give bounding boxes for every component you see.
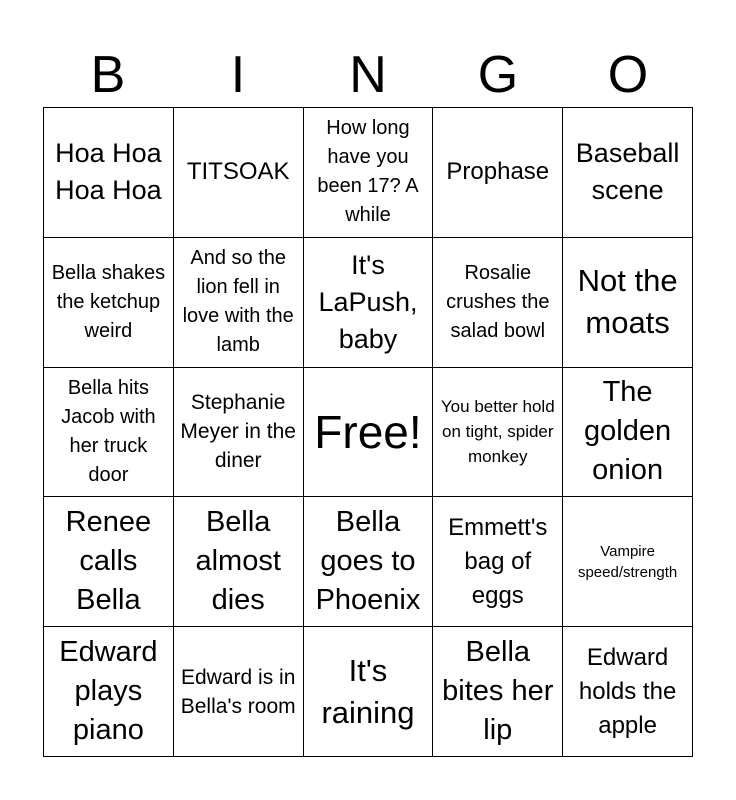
bingo-cell-r5c5[interactable] bbox=[563, 627, 693, 757]
bingo-cell-r3c4[interactable] bbox=[433, 368, 563, 498]
header-letter-b: B bbox=[90, 46, 126, 104]
cell-text: Bella hits Jacob with her truck door bbox=[61, 376, 156, 486]
bingo-cell-r5c4[interactable] bbox=[433, 627, 563, 757]
bingo-cell-r4c1[interactable] bbox=[44, 497, 174, 627]
cell-text: Not the moats bbox=[577, 263, 678, 341]
bingo-cell-r2c2[interactable] bbox=[174, 238, 304, 368]
bingo-cell-r1c3[interactable] bbox=[304, 108, 434, 238]
cell-text: Stephanie Meyer in the diner bbox=[180, 391, 296, 473]
cell-text: Edward holds the apple bbox=[578, 643, 677, 739]
bingo-cell-r2c3[interactable] bbox=[304, 238, 434, 368]
bingo-cell-r4c3[interactable] bbox=[304, 497, 434, 627]
bingo-cell-r1c2[interactable] bbox=[174, 108, 304, 238]
header-letter-n: N bbox=[349, 46, 387, 104]
cell-text: Baseball scene bbox=[575, 138, 680, 206]
bingo-cell-r2c5[interactable] bbox=[563, 238, 693, 368]
bingo-cell-r4c2[interactable] bbox=[174, 497, 304, 627]
bingo-cell-r5c1[interactable] bbox=[44, 627, 174, 757]
cell-text: It's LaPush, baby bbox=[318, 249, 418, 354]
cell-text: Rosalie crushes the salad bowl bbox=[446, 261, 550, 342]
bingo-cell-r5c2[interactable] bbox=[174, 627, 304, 757]
cell-text: It's raining bbox=[321, 652, 415, 730]
bingo-cell-r4c4[interactable] bbox=[433, 497, 563, 627]
bingo-cell-r3c2[interactable] bbox=[174, 368, 304, 498]
bingo-cell-r1c1[interactable] bbox=[44, 108, 174, 238]
cell-text: You better hold on tight, spider monkey bbox=[440, 397, 555, 467]
free-space: Free! bbox=[314, 405, 422, 458]
cell-text: Emmett's bag of eggs bbox=[448, 513, 548, 609]
cell-text: Bella bites her lip bbox=[442, 636, 554, 747]
cell-text: The golden onion bbox=[584, 376, 672, 487]
cell-text: Edward is in Bella's room bbox=[180, 665, 296, 718]
cell-text: And so the lion fell in love with the lamb bbox=[182, 247, 294, 357]
cell-text: Bella goes to Phoenix bbox=[315, 506, 421, 617]
bingo-cell-r4c5[interactable] bbox=[563, 497, 693, 627]
bingo-board bbox=[43, 107, 693, 757]
bingo-header bbox=[43, 44, 693, 106]
header-letter-i: I bbox=[230, 46, 246, 104]
bingo-cell-r1c5[interactable] bbox=[563, 108, 693, 238]
bingo-cell-r3c3[interactable] bbox=[304, 368, 434, 498]
cell-text: Bella shakes the ketchup weird bbox=[51, 261, 166, 342]
cell-text: How long have you been 17? A while bbox=[317, 117, 419, 227]
bingo-cell-r3c1[interactable] bbox=[44, 368, 174, 498]
cell-text: Edward plays piano bbox=[59, 636, 158, 747]
bingo-cell-r3c5[interactable] bbox=[563, 368, 693, 498]
cell-text: Hoa Hoa Hoa Hoa bbox=[55, 138, 162, 206]
header-letter-o: O bbox=[607, 46, 649, 104]
cell-text: Renee calls Bella bbox=[65, 506, 152, 617]
cell-text: TITSOAK bbox=[186, 158, 290, 186]
bingo-cell-r2c1[interactable] bbox=[44, 238, 174, 368]
bingo-cell-r1c4[interactable] bbox=[433, 108, 563, 238]
cell-text: Vampire speed/strength bbox=[577, 542, 678, 581]
header-letter-g: G bbox=[477, 46, 519, 104]
bingo-cell-r2c4[interactable] bbox=[433, 238, 563, 368]
cell-text: Bella almost dies bbox=[195, 506, 281, 617]
bingo-cell-r5c3[interactable] bbox=[304, 627, 434, 757]
cell-text: Prophase bbox=[446, 158, 550, 186]
